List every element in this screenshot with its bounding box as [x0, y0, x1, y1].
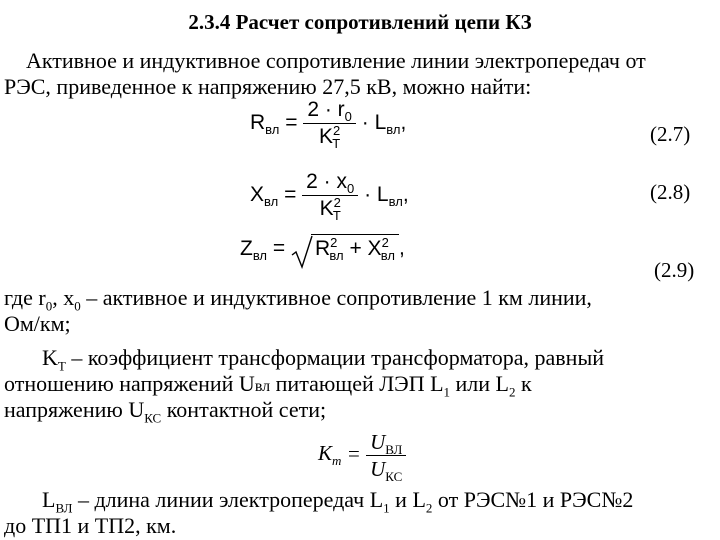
- radicand: $R^2_{вл} + X^2_{вл}$: [311, 234, 399, 260]
- formula-lhs: $Z_{вл}$: [240, 236, 268, 263]
- fraction: [302, 170, 358, 224]
- intro-line-1: Активное и индуктивное сопротивление линии электропередач от: [26, 48, 646, 73]
- fraction-numerator: $2 \cdot x_0$: [302, 170, 358, 196]
- fraction: [303, 98, 356, 152]
- fraction-denominator: $K^2_Т$: [319, 123, 341, 152]
- explanation-line-2: Ом/км;: [4, 311, 71, 336]
- equals-sign: =: [346, 441, 367, 466]
- equals-sign: =: [272, 236, 291, 260]
- explanation-line-1: где $r_0$, $x_0$ – активное и индуктивное сопротивление 1 км линии,: [4, 285, 592, 314]
- equation-number-2-8: (2.8): [650, 180, 691, 204]
- formula-lhs: $R_{вл}$: [250, 111, 280, 138]
- fraction-numerator: $2 \cdot r_0$: [303, 98, 356, 124]
- equation-number-2-9: (2.9): [654, 258, 695, 282]
- formula-2-8: [250, 170, 409, 224]
- formula-transformation-ratio: [318, 430, 406, 485]
- section-heading: 2.3.4 Расчет сопротивлений цепи КЗ: [188, 10, 532, 34]
- fraction-denominator: $K^2_Т$: [319, 195, 341, 224]
- explanation-line-5: напряжению $U_{КС}$ контактной сети;: [4, 397, 327, 426]
- equals-sign: =: [285, 111, 304, 135]
- explanation-line-3: $K_Т$ – коэффициент трансформации трансформатора, равный: [42, 345, 604, 374]
- radical-sign-icon: [291, 235, 313, 269]
- formula-lhs: $K_т$: [318, 441, 342, 469]
- fraction: [366, 430, 406, 485]
- square-root: [291, 236, 399, 262]
- formula-multiplier: · $L_{вл}$: [364, 183, 403, 210]
- equals-sign: =: [284, 183, 303, 207]
- explanation-line-6: $L_{ВЛ}$ – длина линии электропередач $L_1$ и $L_2$ от РЭС№1 и РЭС№2: [42, 487, 634, 516]
- explanation-line-4: отношению напряжений Uвл питающей ЛЭП $L_1$ или $L_2$ к: [4, 371, 532, 400]
- intro-line-2: РЭС, приведенное к напряжению 27,5 кВ, можно найти:: [4, 74, 532, 99]
- formula-multiplier: · $L_{вл}$: [361, 111, 401, 138]
- formula-2-7: [250, 98, 407, 152]
- formula-lhs: $X_{вл}$: [250, 183, 279, 210]
- formula-comma: ,: [399, 236, 405, 260]
- equation-number-2-7: (2.7): [650, 122, 691, 146]
- formula-2-9: [240, 236, 405, 262]
- formula-comma: ,: [400, 111, 407, 135]
- fraction-denominator: $U_{КС}$: [370, 457, 403, 485]
- fraction-numerator: $U_{ВЛ}$: [366, 430, 406, 456]
- formula-comma: ,: [402, 183, 409, 207]
- explanation-line-7: до ТП1 и ТП2, км.: [4, 513, 177, 538]
